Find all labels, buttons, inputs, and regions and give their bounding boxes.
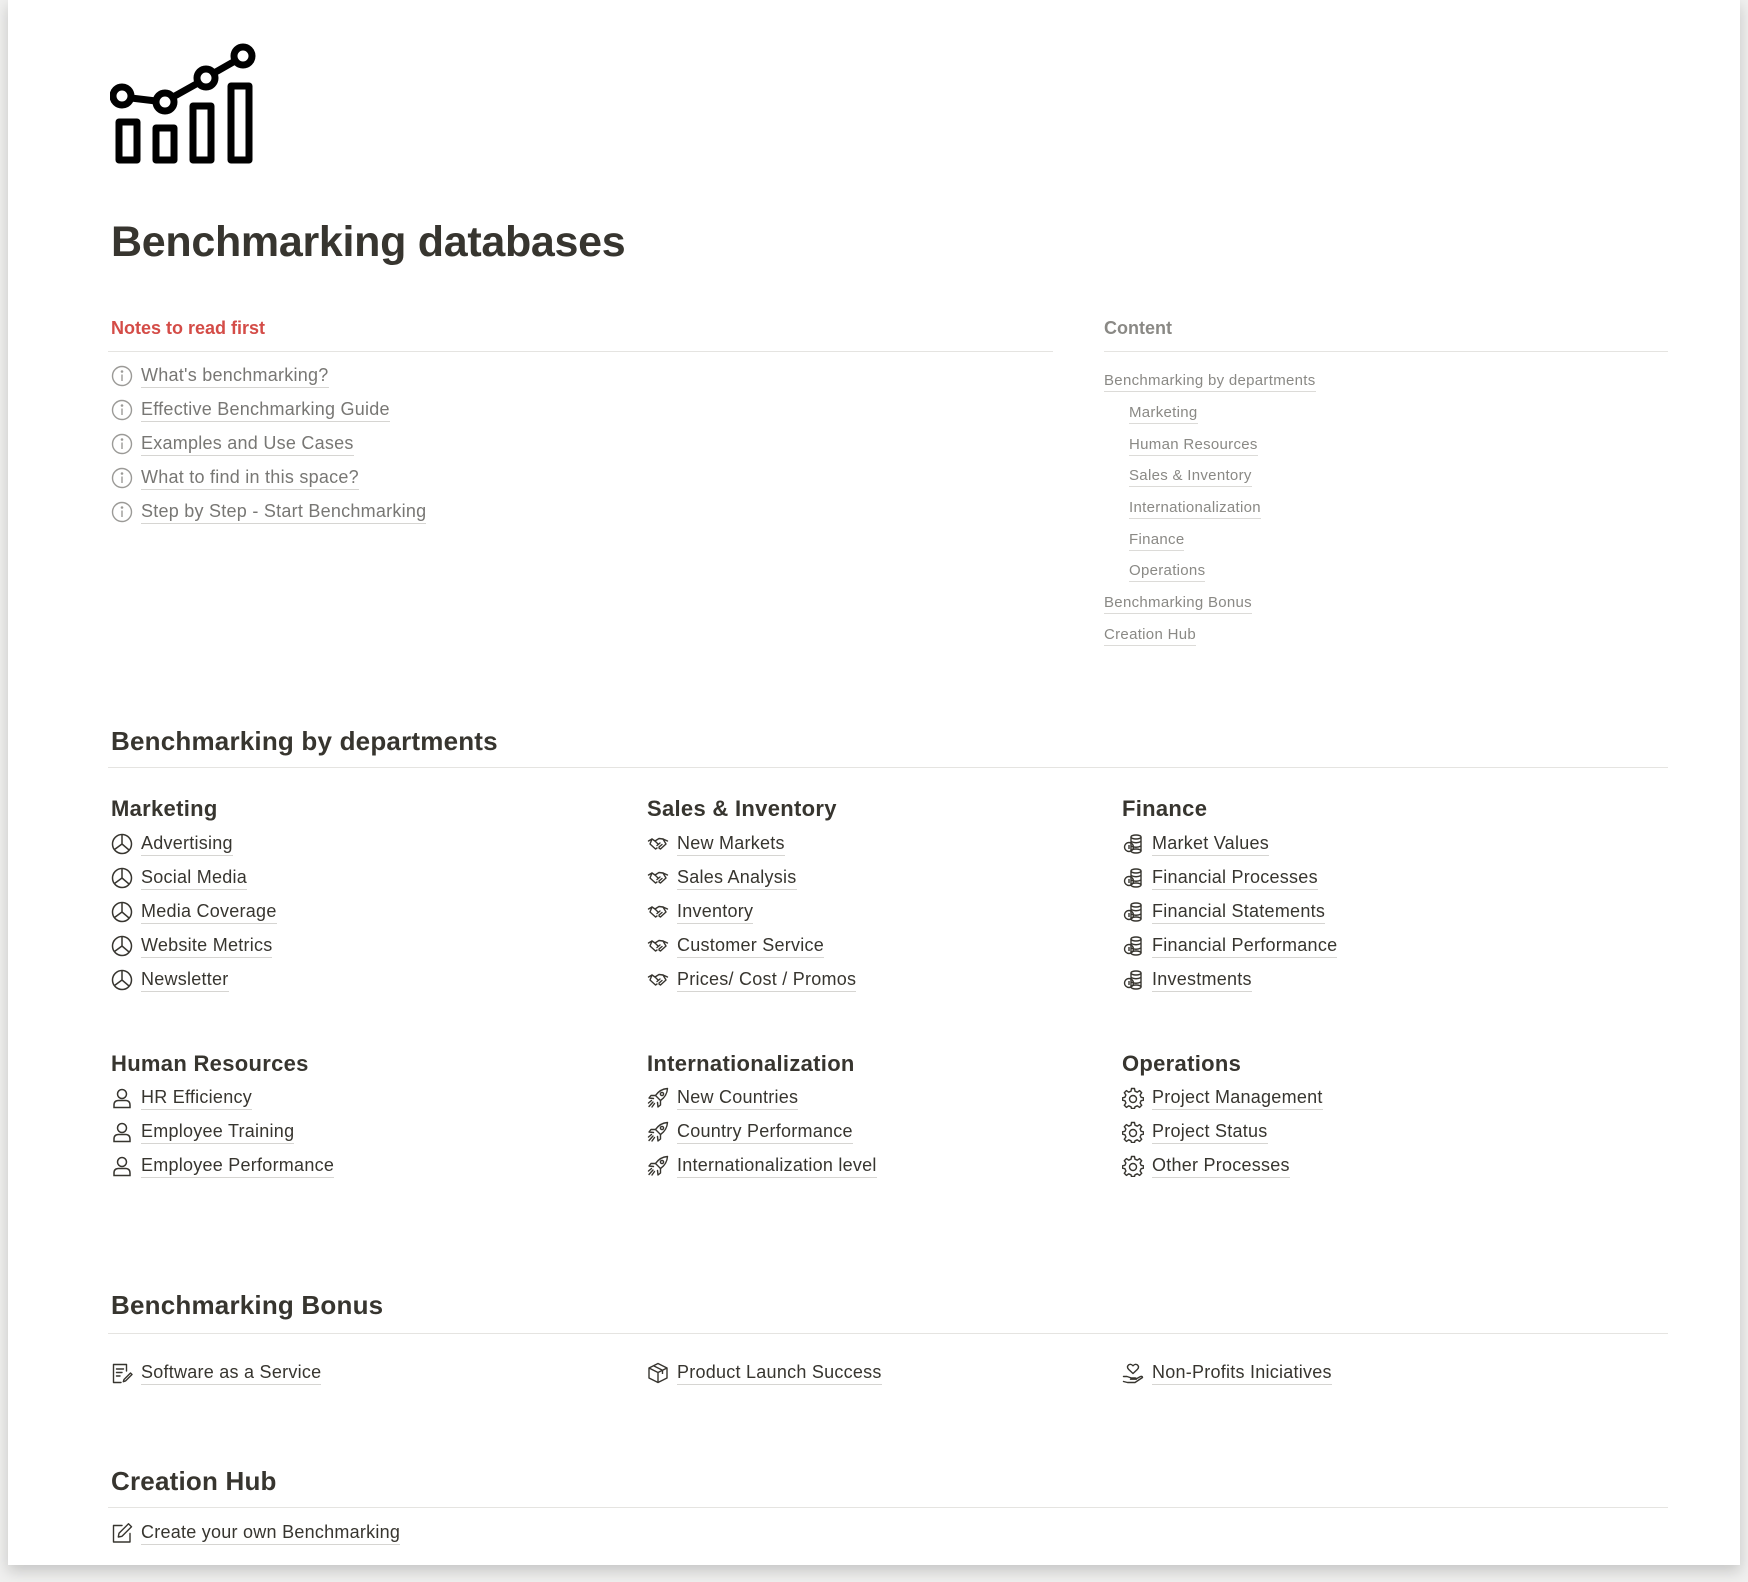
page-title: Benchmarking databases [111,218,626,266]
section-title-bonus: Benchmarking Bonus [111,1290,384,1320]
bonus-link-product-launch[interactable] [647,1361,882,1385]
dept-link-new-countries[interactable] [647,1086,798,1110]
dept-link-project-status[interactable] [1122,1120,1268,1144]
dept-link-media-coverage[interactable] [111,900,277,924]
gear-icon [1122,1155,1144,1177]
coins-icon [1122,935,1144,957]
notes-link-whats-benchmarking[interactable] [111,364,329,388]
dept-link-financial-performance[interactable] [1122,934,1337,958]
dept-link-label: HR Efficiency [141,1086,252,1110]
notes-divider [108,351,1053,352]
rocket-icon [647,1155,669,1177]
section-title-creation-hub: Creation Hub [111,1466,277,1496]
coins-icon [1122,901,1144,923]
dept-link-internationalization-level[interactable] [647,1154,877,1178]
dept-link-label: Investments [1152,968,1252,992]
dept-link-customer-service[interactable] [647,934,824,958]
gear-icon [1122,1121,1144,1143]
dept-link-label: Employee Performance [141,1154,334,1178]
hand-heart-icon [1122,1362,1144,1384]
user-icon [111,1155,133,1177]
notes-link-label: What to find in this space? [141,466,359,490]
hub-link-label: Create your own Benchmarking [141,1521,400,1545]
dept-link-label: Country Performance [677,1120,853,1144]
dept-link-label: Advertising [141,832,233,856]
dept-link-label: Inventory [677,900,753,924]
notes-link-examples[interactable] [111,432,354,456]
toc-item-operations[interactable]: Operations [1129,561,1205,582]
hub-link-create-benchmarking[interactable] [111,1521,400,1545]
notes-link-step-by-step[interactable] [111,500,426,524]
notes-link-label: What's benchmarking? [141,364,329,388]
dept-link-hr-efficiency[interactable] [111,1086,252,1110]
toc-item-creation-hub[interactable]: Creation Hub [1104,625,1196,646]
info-circle-icon [111,399,133,421]
dept-link-financial-processes[interactable] [1122,866,1318,890]
dept-title-marketing: Marketing [111,796,218,821]
section-divider [108,1333,1668,1334]
toc-item-sales-inventory[interactable]: Sales & Inventory [1129,466,1252,487]
user-icon [111,1087,133,1109]
dept-title-human-resources: Human Resources [111,1051,309,1076]
dept-link-other-processes[interactable] [1122,1154,1290,1178]
dept-link-label: Project Management [1152,1086,1323,1110]
section-title-departments: Benchmarking by departments [111,726,498,756]
rocket-icon [647,1121,669,1143]
section-divider [108,1507,1668,1508]
dept-link-project-management[interactable] [1122,1086,1323,1110]
notes-link-label: Effective Benchmarking Guide [141,398,390,422]
notes-heading: Notes to read first [111,318,266,338]
coins-icon [1122,969,1144,991]
chart-growth-icon [110,40,262,170]
info-circle-icon [111,433,133,455]
info-circle-icon [111,501,133,523]
dept-link-label: Customer Service [677,934,824,958]
coins-icon [1122,833,1144,855]
handshake-icon [647,833,669,855]
dept-link-inventory[interactable] [647,900,753,924]
dept-link-advertising[interactable] [111,832,233,856]
dept-link-label: New Countries [677,1086,798,1110]
dept-link-label: Financial Performance [1152,934,1337,958]
toc-item-marketing[interactable]: Marketing [1129,403,1198,424]
dept-link-label: Prices/ Cost / Promos [677,968,856,992]
dept-link-label: Financial Processes [1152,866,1318,890]
info-circle-icon [111,365,133,387]
pie-chart-icon [111,969,133,991]
handshake-icon [647,867,669,889]
toc-item-bonus[interactable]: Benchmarking Bonus [1104,593,1252,614]
user-icon [111,1121,133,1143]
bonus-link-non-profits[interactable] [1122,1361,1332,1385]
dept-link-market-values[interactable] [1122,832,1269,856]
toc-item-departments[interactable]: Benchmarking by departments [1104,371,1316,392]
dept-link-label: Sales Analysis [677,866,797,890]
gear-icon [1122,1087,1144,1109]
dept-link-label: Financial Statements [1152,900,1325,924]
dept-title-internationalization: Internationalization [647,1051,855,1076]
dept-link-investments[interactable] [1122,968,1252,992]
coins-icon [1122,867,1144,889]
toc-item-internationalization[interactable]: Internationalization [1129,498,1261,519]
toc-item-human-resources[interactable]: Human Resources [1129,435,1258,456]
dept-link-newsletter[interactable] [111,968,229,992]
dept-link-financial-statements[interactable] [1122,900,1325,924]
notes-link-what-to-find[interactable] [111,466,359,490]
dept-link-website-metrics[interactable] [111,934,272,958]
dept-link-label: Other Processes [1152,1154,1290,1178]
info-circle-icon [111,467,133,489]
dept-link-label: Social Media [141,866,247,890]
dept-link-label: Employee Training [141,1120,294,1144]
bonus-link-label: Product Launch Success [677,1361,882,1385]
dept-link-social-media[interactable] [111,866,247,890]
dept-link-country-performance[interactable] [647,1120,853,1144]
dept-link-label: Website Metrics [141,934,272,958]
dept-link-label: Market Values [1152,832,1269,856]
dept-link-new-markets[interactable] [647,832,785,856]
dept-title-finance: Finance [1122,796,1208,821]
pie-chart-icon [111,935,133,957]
bonus-link-saas[interactable] [111,1361,321,1385]
dept-link-employee-training[interactable] [111,1120,294,1144]
toc-item-finance[interactable]: Finance [1129,530,1184,551]
notes-link-label: Examples and Use Cases [141,432,354,456]
dept-link-label: Media Coverage [141,900,277,924]
dept-title-operations: Operations [1122,1051,1242,1076]
rocket-icon [647,1087,669,1109]
dept-link-label: Internationalization level [677,1154,877,1178]
notes-link-label: Step by Step - Start Benchmarking [141,500,426,524]
dept-link-sales-analysis[interactable] [647,866,797,890]
dept-title-sales-inventory: Sales & Inventory [647,796,837,821]
edit-square-icon [111,1522,133,1544]
handshake-icon [647,935,669,957]
handshake-icon [647,969,669,991]
dept-link-employee-performance[interactable] [111,1154,334,1178]
package-icon [647,1362,669,1384]
pie-chart-icon [111,901,133,923]
handshake-icon [647,901,669,923]
dept-link-prices-cost-promos[interactable] [647,968,856,992]
pie-chart-icon [111,867,133,889]
notes-link-effective-guide[interactable] [111,398,390,422]
content-heading: Content [1104,318,1172,338]
dept-link-label: Project Status [1152,1120,1268,1144]
bonus-link-label: Non-Profits Iniciatives [1152,1361,1332,1385]
page-frame [8,0,1740,1565]
bonus-link-label: Software as a Service [141,1361,321,1385]
document-edit-icon [111,1362,133,1384]
dept-link-label: Newsletter [141,968,229,992]
dept-link-label: New Markets [677,832,785,856]
pie-chart-icon [111,833,133,855]
section-divider [108,767,1668,768]
content-divider [1104,351,1668,352]
